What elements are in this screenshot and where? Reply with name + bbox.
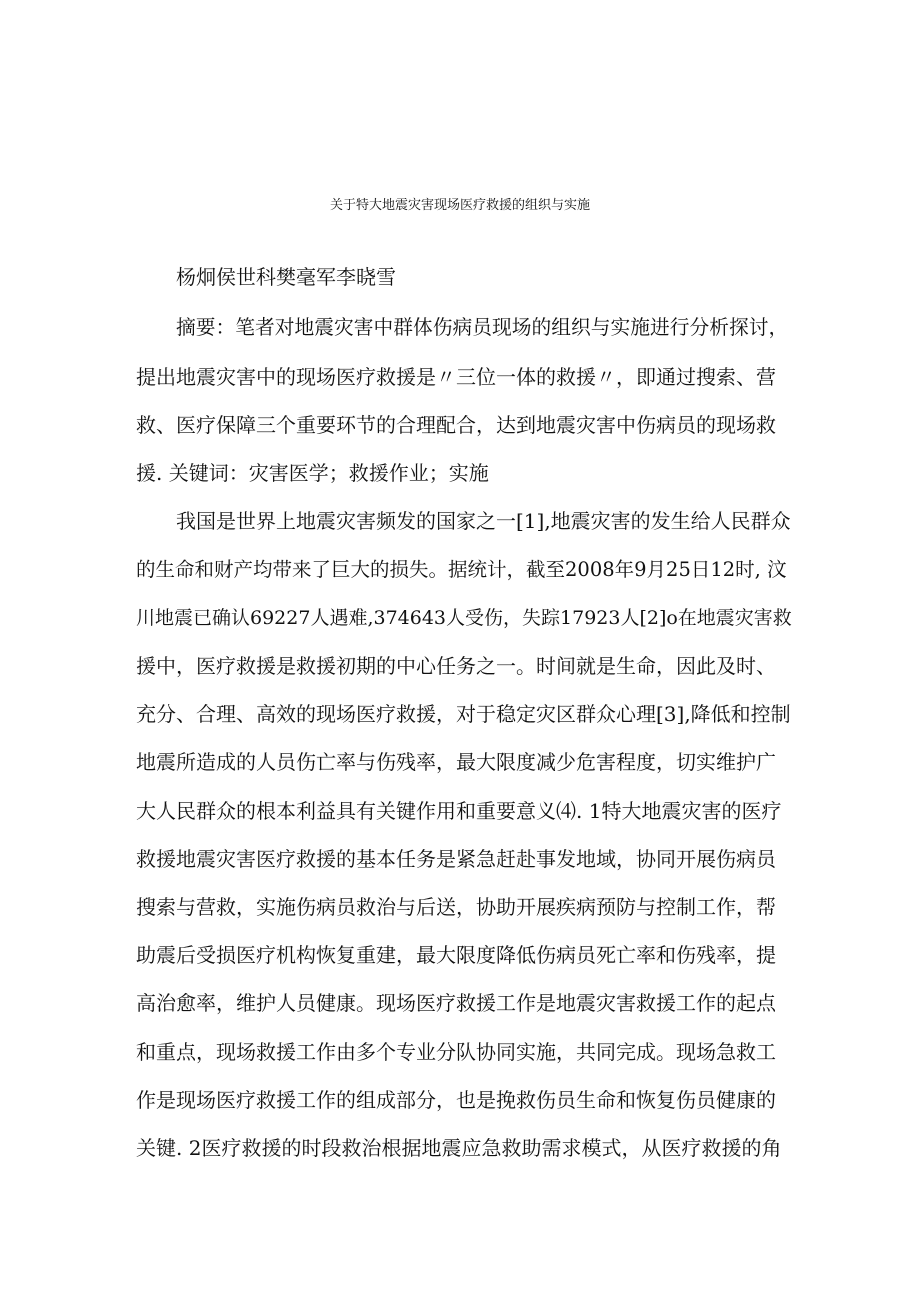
abstract-line: 提出地震灾害中的现场医疗救援是〃三位一体的救援〃，即通过搜索、营 — [136, 365, 776, 389]
body-line: 救援地震灾害医疗救援的基本任务是紧急赶赴事发地域，协同开展伤病员 — [136, 847, 776, 871]
body-line: 搜索与营救，实施伤病员救治与后送，协助开展疾病预防与控制工作，帮 — [136, 895, 776, 919]
body-line: 的生命和财产均带来了巨大的损失。据统计，截至2008年9月25日12时, 汶 — [136, 558, 787, 581]
abstract-line: 援. 关键词：灾害医学；救援作业；实施 — [136, 461, 489, 485]
body-line: 川地震已确认69227人遇难,374643人受伤，失踪17923人[2]o在地震灾害救 — [136, 607, 792, 629]
abstract-line: 救、医疗保障三个重要环节的合理配合，达到地震灾害中伤病员的现场救 — [136, 413, 776, 437]
body-line: 大人民群众的根本利益具有关键作用和重要意义⑷. 1特大地震灾害的医疗 — [136, 799, 782, 823]
body-line: 援中，医疗救援是救援初期的中心任务之一。时间就是生命，因此及时、 — [136, 654, 776, 678]
body-line: 高治愈率，维护人员健康。现场医疗救援工作是地震灾害救援工作的起点 — [136, 991, 776, 1015]
body-line: 地震所造成的人员伤亡率与伤残率，最大限度减少危害程度，切实维护广 — [136, 750, 776, 774]
body-line: 我国是世界上地震灾害频发的国家之一[1],地震灾害的发生给人民群众 — [176, 509, 791, 533]
author-list: 杨炯侯世科樊毫军李晓雪 — [176, 265, 396, 289]
document-title: 关于特大地震灾害现场医疗救援的组织与实施 — [329, 198, 590, 213]
body-line: 作是现场医疗救援工作的组成部分，也是挽救伤员生命和恢复伤员健康的 — [136, 1088, 776, 1112]
body-line: 关键. 2医疗救援的时段救治根据地震应急救助需求模式，从医疗救援的角 — [136, 1136, 782, 1160]
abstract-line: 摘要：笔者对地震灾害中群体伤病员现场的组织与实施进行分析探讨， — [176, 316, 789, 339]
body-line: 和重点，现场救援工作由多个专业分队协同实施，共同完成。现场急救工 — [136, 1040, 776, 1064]
body-line: 助震后受损医疗机构恢复重建，最大限度降低伤病员死亡率和伤残率，提 — [136, 943, 776, 967]
body-line: 充分、合理、高效的现场医疗救援，对于稳定灾区群众心理[3],降低和控制 — [136, 702, 791, 726]
